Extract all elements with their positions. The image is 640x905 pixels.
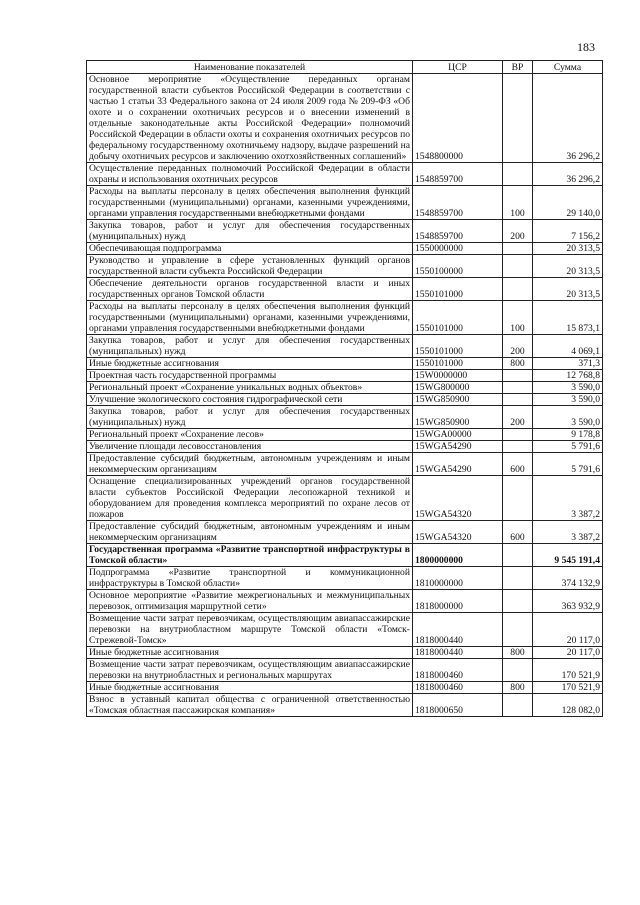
row-sum: 7 156,2 (533, 220, 603, 243)
row-vr: 200 (503, 335, 533, 358)
table-row (87, 278, 603, 301)
header-sum: Сумма (533, 61, 603, 74)
table-row (87, 358, 603, 370)
row-vr (503, 255, 533, 278)
row-sum: 128 082,0 (533, 694, 603, 717)
row-name: Обеспечение деятельности органов государственной власти и иных государственных органов Томской области (87, 278, 413, 301)
row-vr (503, 544, 533, 567)
row-sum: 4 069,1 (533, 335, 603, 358)
row-vr: 600 (503, 453, 533, 476)
row-sum: 5 791,6 (533, 453, 603, 476)
row-csr: 1818000000 (413, 590, 503, 613)
row-vr (503, 659, 533, 682)
row-sum: 20 117,0 (533, 647, 603, 659)
row-csr: 15WGA54320 (413, 476, 503, 521)
row-csr: 15WG850900 (413, 406, 503, 429)
row-name: Государственная программа «Развитие транспортной инфраструктуры в Томской области» (87, 544, 413, 567)
table-row (87, 544, 603, 567)
row-csr: 1818000460 (413, 659, 503, 682)
header-name: Наименование показателей (87, 61, 413, 74)
row-sum: 29 140,0 (533, 186, 603, 220)
row-vr (503, 370, 533, 382)
row-sum: 20 313,5 (533, 243, 603, 255)
table-row (87, 567, 603, 590)
row-vr: 200 (503, 406, 533, 429)
row-name: Улучшение экологического состояния гидрографической сети (87, 394, 413, 406)
header-vr: ВР (503, 61, 533, 74)
row-csr: 1818000440 (413, 647, 503, 659)
table-row (87, 694, 603, 717)
row-name: Проектная часть государственной программы (87, 370, 413, 382)
row-name: Подпрограмма «Развитие транспортной и коммуникационной инфраструктуры в Томской области» (87, 567, 413, 590)
row-sum: 20 313,5 (533, 278, 603, 301)
row-csr: 15WGA54290 (413, 441, 503, 453)
row-sum: 3 387,2 (533, 521, 603, 544)
row-csr: 15W0000000 (413, 370, 503, 382)
row-name: Иные бюджетные ассигнования (87, 358, 413, 370)
table-row (87, 243, 603, 255)
row-sum: 374 132,9 (533, 567, 603, 590)
table-row (87, 370, 603, 382)
row-name: Руководство и управление в сфере установленных функций органов государственной власти субъекта Российской Федерации (87, 255, 413, 278)
table-row (87, 441, 603, 453)
row-sum: 371,3 (533, 358, 603, 370)
table-row (87, 613, 603, 647)
header-csr: ЦСР (413, 61, 503, 74)
row-sum: 363 932,9 (533, 590, 603, 613)
table-row (87, 453, 603, 476)
row-vr: 100 (503, 186, 533, 220)
row-name: Возмещение части затрат перевозчикам, осуществляющим авиапассажирские перевозки на внутриобластных и региональных маршрутах (87, 659, 413, 682)
row-csr: 15WG850900 (413, 394, 503, 406)
row-vr (503, 243, 533, 255)
row-sum: 15 873,1 (533, 301, 603, 335)
table-row (87, 74, 603, 163)
row-vr (503, 590, 533, 613)
row-name: Возмещение части затрат перевозчикам, осуществляющим авиапассажирские перевозки на внутриобластном маршруте Томской области «Томск-Стрежевой-Томск» (87, 613, 413, 647)
row-name: Иные бюджетные ассигнования (87, 682, 413, 694)
row-csr: 15WGA54290 (413, 453, 503, 476)
row-vr (503, 476, 533, 521)
row-csr: 1550100000 (413, 255, 503, 278)
row-csr: 1550101000 (413, 301, 503, 335)
table-row (87, 476, 603, 521)
row-name: Оснащение специализированных учреждений органов государственной власти субъектов Российской Федерации лесопожарной техникой и оборудованием для проведения комплекса мероприятий по охране лесов от пожаров (87, 476, 413, 521)
row-csr: 15WG800000 (413, 382, 503, 394)
row-csr: 1810000000 (413, 567, 503, 590)
row-vr (503, 382, 533, 394)
table-row (87, 682, 603, 694)
row-vr: 800 (503, 647, 533, 659)
budget-table (86, 60, 603, 717)
row-csr: 15WGA00000 (413, 429, 503, 441)
row-sum: 12 768,8 (533, 370, 603, 382)
table-row (87, 163, 603, 186)
row-vr (503, 74, 533, 163)
row-csr: 1550000000 (413, 243, 503, 255)
row-sum: 9 545 191,4 (533, 544, 603, 567)
row-csr: 15WGA54320 (413, 521, 503, 544)
row-name: Иные бюджетные ассигнования (87, 647, 413, 659)
table-row (87, 406, 603, 429)
table-header (87, 61, 603, 74)
row-sum: 170 521,9 (533, 682, 603, 694)
row-csr: 1818000650 (413, 694, 503, 717)
row-sum: 5 791,6 (533, 441, 603, 453)
table-row (87, 382, 603, 394)
row-name: Основное мероприятие «Осуществление переданных органам государственной власти субъектов Российской Федерации в соответствии с частью 1 статьи 33 Федерального закона от 24 июля 2009 года № 209-ФЗ «Об охоте и о сохранении охотничьих ресурсов и о внесении изменений в отдельные законодательные акты Российской Федерации» полномочий Российской Федерации в области охоты и сохранения охотничьих ресурсов по федеральному государственному охотничьему надзору, выдаче разрешений на добычу охотничьих ресурсов и заключению охотхозяйственных соглашений» (87, 74, 413, 163)
row-vr (503, 163, 533, 186)
row-sum: 3 387,2 (533, 476, 603, 521)
row-name: Закупка товаров, работ и услуг для обеспечения государственных (муниципальных) нужд (87, 220, 413, 243)
row-name: Обеспечивающая подпрограмма (87, 243, 413, 255)
row-csr: 1548859700 (413, 186, 503, 220)
row-name: Региональный проект «Сохранение лесов» (87, 429, 413, 441)
row-name: Осуществление переданных полномочий Российской Федерации в области охраны и использования охотничьих ресурсов (87, 163, 413, 186)
table-row (87, 590, 603, 613)
table-row (87, 659, 603, 682)
row-csr: 1548859700 (413, 163, 503, 186)
row-sum: 3 590,0 (533, 394, 603, 406)
row-csr: 1548859700 (413, 220, 503, 243)
table-row (87, 220, 603, 243)
row-vr (503, 694, 533, 717)
table-row (87, 394, 603, 406)
row-csr: 1548800000 (413, 74, 503, 163)
row-name: Закупка товаров, работ и услуг для обеспечения государственных (муниципальных) нужд (87, 335, 413, 358)
row-name: Региональный проект «Сохранение уникальных водных объектов» (87, 382, 413, 394)
table-row (87, 301, 603, 335)
row-name: Расходы на выплаты персоналу в целях обеспечения выполнения функций государственными (муниципальными) органами, казенными учреждениями, органами управления государственными внебюджетными фондами (87, 186, 413, 220)
table-row (87, 335, 603, 358)
row-csr: 1800000000 (413, 544, 503, 567)
header-row (87, 61, 603, 74)
row-vr (503, 429, 533, 441)
row-vr (503, 278, 533, 301)
row-sum: 20 313,5 (533, 255, 603, 278)
table-row (87, 521, 603, 544)
row-csr: 1550101000 (413, 335, 503, 358)
row-sum: 3 590,0 (533, 382, 603, 394)
row-name: Увеличение площади лесовосстановления (87, 441, 413, 453)
row-sum: 36 296,2 (533, 163, 603, 186)
row-csr: 1818000460 (413, 682, 503, 694)
row-vr: 600 (503, 521, 533, 544)
table-row (87, 255, 603, 278)
row-sum: 9 178,8 (533, 429, 603, 441)
row-name: Основное мероприятие «Развитие межрегиональных и межмуниципальных перевозок, оптимизация маршрутной сети» (87, 590, 413, 613)
row-sum: 36 296,2 (533, 74, 603, 163)
row-vr: 800 (503, 358, 533, 370)
row-csr: 1550101000 (413, 358, 503, 370)
table-body (87, 74, 603, 717)
row-vr (503, 394, 533, 406)
table-row (87, 429, 603, 441)
table-row (87, 647, 603, 659)
row-sum: 3 590,0 (533, 406, 603, 429)
row-sum: 20 117,0 (533, 613, 603, 647)
row-name: Закупка товаров, работ и услуг для обеспечения государственных (муниципальных) нужд (87, 406, 413, 429)
row-name: Предоставление субсидий бюджетным, автономным учреждениям и иным некоммерческим организациям (87, 453, 413, 476)
row-vr (503, 567, 533, 590)
row-vr (503, 441, 533, 453)
row-vr: 800 (503, 682, 533, 694)
table-row (87, 186, 603, 220)
row-csr: 1550101000 (413, 278, 503, 301)
row-name: Расходы на выплаты персоналу в целях обеспечения выполнения функций государственными (муниципальными) органами, казенными учреждениями, органами управления государственными внебюджетными фондами (87, 301, 413, 335)
row-vr: 200 (503, 220, 533, 243)
row-name: Предоставление субсидий бюджетным, автономным учреждениям и иным некоммерческим организациям (87, 521, 413, 544)
row-name: Взнос в уставный капитал общества с ограниченной ответственностью «Томская областная пассажирская компания» (87, 694, 413, 717)
row-sum: 170 521,9 (533, 659, 603, 682)
row-vr (503, 613, 533, 647)
row-csr: 1818000440 (413, 613, 503, 647)
row-vr: 100 (503, 301, 533, 335)
page-number: 183 (577, 40, 595, 54)
